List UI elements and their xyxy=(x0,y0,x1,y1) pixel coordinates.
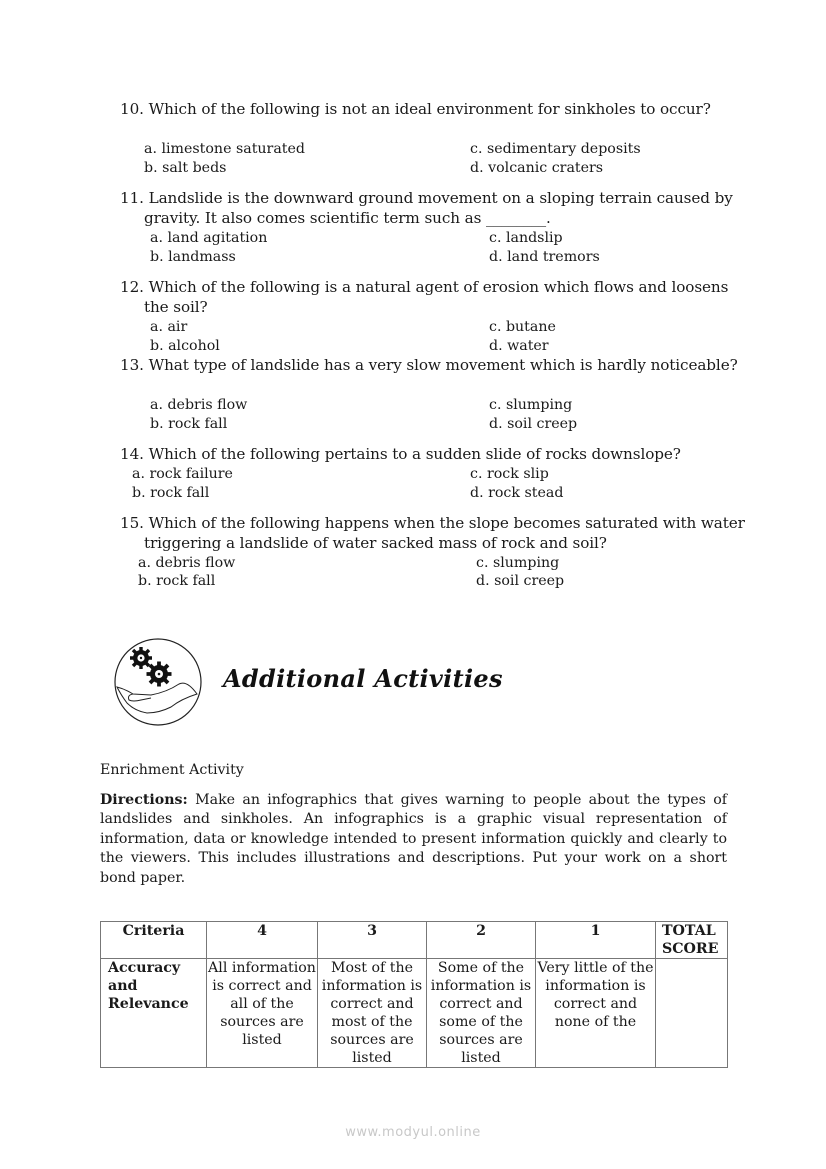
option-d: d. water xyxy=(489,338,549,354)
question-stem: Which of the following is not an ideal environment for sinkholes to occur? xyxy=(148,100,711,118)
question-stem: Which of the following happens when the slope becomes saturated with water triggering a landslide of water sacked mass of rock and soil? xyxy=(144,514,745,552)
option-d: d. soil creep xyxy=(489,416,578,432)
gears-on-hand-icon xyxy=(111,637,205,727)
rubric-header-row xyxy=(101,922,728,959)
question-stem: Landslide is the downward ground movement on a sloping terrain caused by gravity. It also comes scientific term such as ________. xyxy=(144,189,733,227)
directions-label: Directions: xyxy=(100,792,188,808)
directions-text: Make an infographics that gives warning to people about the types of landslides and sinkholes. An infographics is a graphic visual representation of information, data or knowledge intended to present information quickly and clearly to the viewers. This includes illustrations and descriptions. Put your work on a short bond paper. xyxy=(100,792,727,886)
option-b: b. rock fall xyxy=(132,485,210,501)
watermark: www.modyul.online xyxy=(345,1125,481,1140)
option-a: a. debris flow xyxy=(150,397,248,413)
option-b: b. rock fall xyxy=(150,416,228,432)
header-score-4: 4 xyxy=(207,922,318,959)
question-number: 12. xyxy=(120,278,144,296)
activity-subtitle: Enrichment Activity xyxy=(100,762,244,778)
question-12 xyxy=(120,278,740,317)
option-c: c. landslip xyxy=(489,230,563,246)
option-c: c. slumping xyxy=(476,555,560,571)
score-1-cell: Very little of the information is correct and none of the xyxy=(536,959,656,1068)
question-13 xyxy=(120,356,740,376)
option-d: d. rock stead xyxy=(470,485,564,501)
option-a: a. rock failure xyxy=(132,466,233,482)
option-c: c. slumping xyxy=(489,397,573,413)
question-stem: Which of the following pertains to a sudden slide of rocks downslope? xyxy=(148,445,681,463)
option-d: d. land tremors xyxy=(489,249,600,265)
question-stem: What type of landslide has a very slow movement which is hardly noticeable? xyxy=(148,356,738,374)
option-b: b. salt beds xyxy=(144,160,227,176)
directions-paragraph xyxy=(100,791,727,888)
header-score-1: 1 xyxy=(536,922,656,959)
question-11 xyxy=(120,189,740,228)
question-10 xyxy=(120,100,740,120)
score-2-cell: Some of the information is correct and some of the sources are listed xyxy=(427,959,536,1068)
option-b: b. alcohol xyxy=(150,338,220,354)
question-14 xyxy=(120,445,740,465)
question-number: 11. xyxy=(120,189,144,207)
question-number: 13. xyxy=(120,356,144,374)
question-number: 15. xyxy=(120,514,144,532)
option-a: a. land agitation xyxy=(150,230,268,246)
question-15 xyxy=(120,514,745,553)
score-4-cell: All information is correct and all of the sources are listed xyxy=(207,959,318,1068)
option-a: a. debris flow xyxy=(138,555,236,571)
rubric-row xyxy=(101,959,728,1068)
option-b: b. rock fall xyxy=(138,573,216,589)
criteria-cell: Accuracy and Relevance xyxy=(101,959,207,1068)
header-score-3: 3 xyxy=(318,922,427,959)
option-d: d. soil creep xyxy=(476,573,565,589)
option-c: c. sedimentary deposits xyxy=(470,141,641,157)
option-a: a. air xyxy=(150,319,188,335)
total-score-cell xyxy=(656,959,728,1068)
header-criteria: Criteria xyxy=(101,922,207,959)
question-stem: Which of the following is a natural agent of erosion which flows and loosens the soil? xyxy=(144,278,729,316)
option-a: a. limestone saturated xyxy=(144,141,305,157)
option-b: b. landmass xyxy=(150,249,236,265)
option-c: c. rock slip xyxy=(470,466,549,482)
option-c: c. butane xyxy=(489,319,556,335)
rubric-table xyxy=(100,921,728,1068)
header-score-2: 2 xyxy=(427,922,536,959)
question-number: 10. xyxy=(120,100,144,118)
section-title: Additional Activities xyxy=(223,664,503,693)
header-total-score: TOTAL SCORE xyxy=(656,922,728,959)
option-d: d. volcanic craters xyxy=(470,160,604,176)
question-number: 14. xyxy=(120,445,144,463)
score-3-cell: Most of the information is correct and most of the sources are listed xyxy=(318,959,427,1068)
